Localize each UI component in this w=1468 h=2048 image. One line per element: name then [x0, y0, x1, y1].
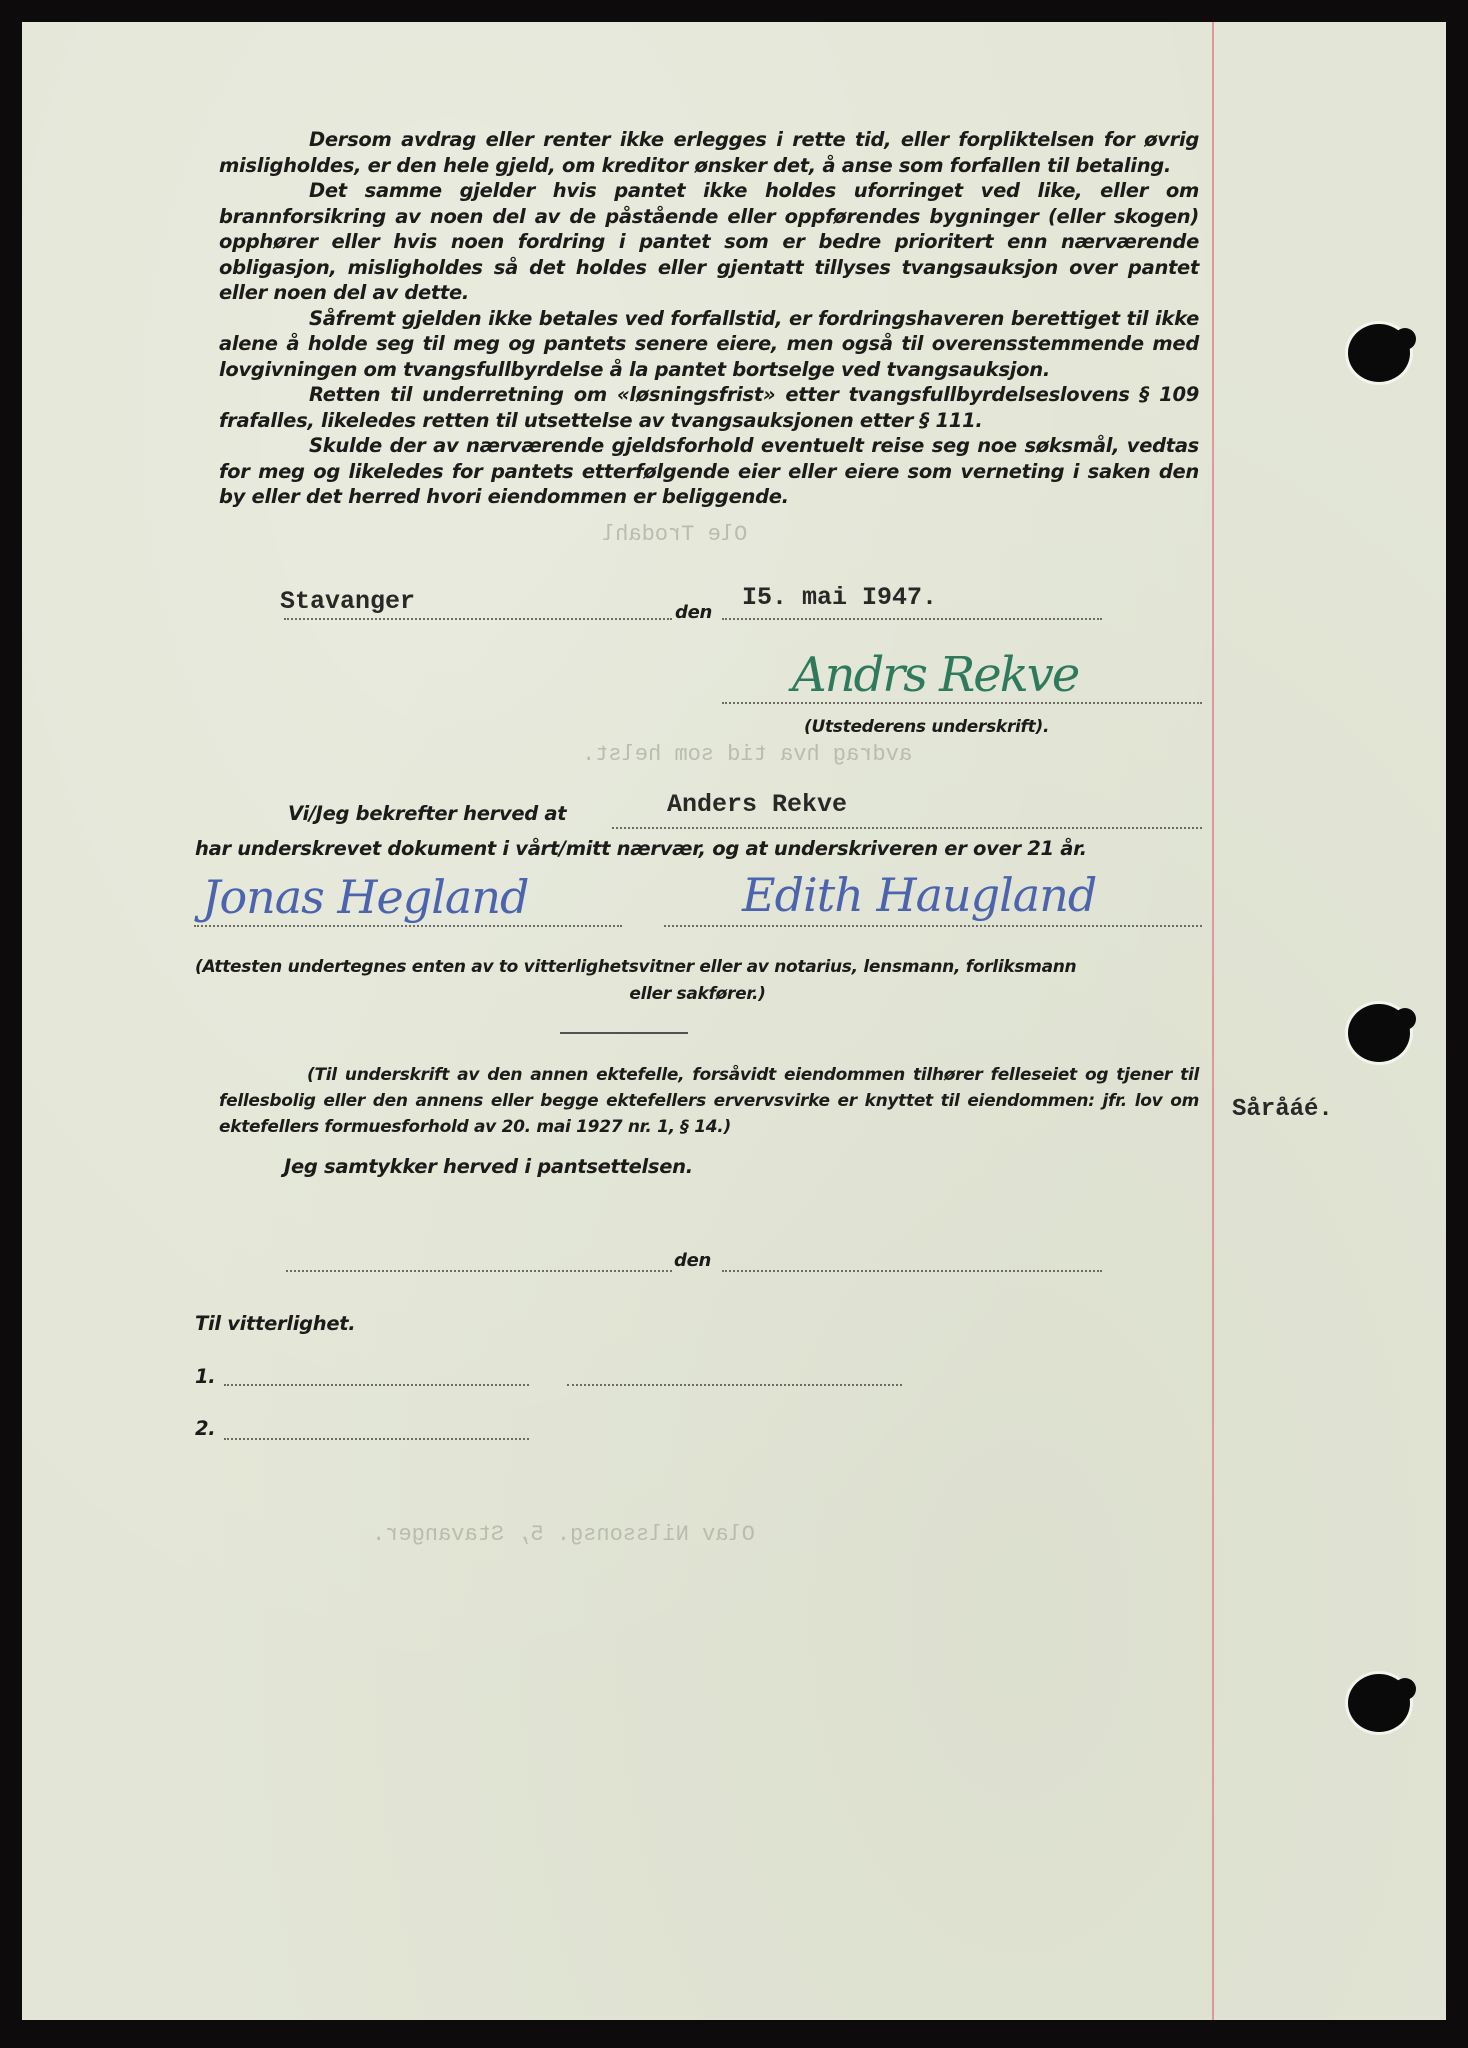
- paragraph-enforcement: Såfremt gjelden ikke betales ved forfallstid, er fordringshaveren berettiget til ikke alene å holde seg til meg og pantets senere eiere, men også til overensstemmende med lovgivningen om tvangsfullbyrdelse å la pantet bortselge ved tvangsauksjon.: [219, 306, 1199, 381]
- date-line: [722, 618, 1102, 620]
- document-page: [22, 22, 1446, 2020]
- den-label: den: [675, 602, 713, 623]
- spouse-den-label: den: [674, 1250, 712, 1271]
- witness-line-2-number: 2.: [195, 1417, 216, 1440]
- bleed-through-text: Olav Nilssonsg. 5, Stavanger.: [372, 1522, 755, 1547]
- witness-2-signature: Edith Haugland: [742, 868, 1097, 922]
- witness-line-1a: [224, 1384, 529, 1386]
- bleed-through-text: Ole Trodahl: [602, 522, 748, 547]
- spouse-place-line: [286, 1270, 672, 1272]
- witness-line-1-number: 1.: [195, 1365, 216, 1388]
- margin-rule: [1212, 22, 1214, 2020]
- attested-name-line: [612, 827, 1202, 829]
- attested-name: Anders Rekve: [667, 790, 848, 819]
- witness-line-1b: [567, 1384, 902, 1386]
- section-divider: [560, 1032, 688, 1034]
- spouse-date-line: [722, 1270, 1102, 1272]
- issuer-signature-caption: (Utstederens underskrift).: [804, 717, 1050, 737]
- margin-note: Såråáé.: [1232, 1096, 1333, 1123]
- spouse-note: (Til underskrift av den annen ektefelle, forsåvidt eiendommen tilhører felleseiet og tjener til fellesbolig eller den annens eller begge ektefellers ervervsvirke er knyttet til eiendommen: jfr. lov om ektefellers formuesforhold av 20. mai 1927 nr. 1, § 14.): [219, 1065, 1199, 1137]
- place-line: [284, 618, 672, 620]
- spouse-consent-text: Jeg samtykker herved i pantsettelsen.: [284, 1155, 693, 1178]
- attestation-intro: Vi/Jeg bekrefter herved at: [288, 802, 567, 825]
- witnesses-heading: Til vitterlighet.: [195, 1312, 356, 1335]
- attestation-note: (Attesten undertegnes enten av to vitterlighetsvitner eller av notarius, lensmann, forliksmann: [195, 957, 1077, 977]
- punch-hole-icon: [1348, 1674, 1410, 1732]
- witness-1-line: [194, 925, 622, 927]
- paragraph-notice-waiver: Retten til underretning om «løsningsfrist» etter tvangsfullbyrdelseslovens § 109 frafalles, likeledes retten til utsettelse av tvangsauksjonen etter § 111.: [219, 383, 1199, 432]
- attestation-statement: har underskrevet dokument i vårt/mitt nærvær, og at underskriveren er over 21 år.: [195, 837, 1087, 860]
- place-value: Stavanger: [280, 587, 416, 616]
- attestation-note-cont: eller sakfører.): [629, 984, 766, 1004]
- punch-hole-icon: [1348, 1004, 1410, 1062]
- paragraph-venue: Skulde der av nærværende gjeldsforhold eventuelt reise seg noe søksmål, vedtas for meg og likeledes for pantets etterfølgende eier eller eiere som verneting i saken den by eller det herred hvori eiendommen er beliggende.: [219, 434, 1199, 508]
- issuer-signature: Andrs Rekve: [792, 647, 1079, 703]
- terms-paragraphs: [219, 127, 1199, 510]
- witness-1-signature: Jonas Hegland: [202, 870, 529, 924]
- witness-2-line: [664, 925, 1202, 927]
- paragraph-security: Det samme gjelder hvis pantet ikke holdes uforringet ved like, eller om brannforsikring av noen del av de påstående eller oppførendes bygninger (eller skogen) opphører eller hvis noen fordring i pantet som er bedre prioritert enn nærværende obligasjon, misligholdes så det holdes eller gjentatt tillyses tvangsauksjon over pantet eller noen del av dette.: [219, 179, 1199, 304]
- bleed-through-text: avdrag hva tid som helst.: [582, 742, 913, 767]
- paragraph-default: Dersom avdrag eller renter ikke erlegges i rette tid, eller forpliktelsen for øvrig misligholdes, er den hele gjeld, om kreditor ønsker det, å anse som forfallen til betaling.: [219, 128, 1199, 177]
- date-value: I5. mai I947.: [742, 583, 938, 612]
- issuer-signature-line: [722, 702, 1202, 704]
- witness-line-2: [224, 1438, 529, 1440]
- punch-hole-icon: [1348, 324, 1410, 382]
